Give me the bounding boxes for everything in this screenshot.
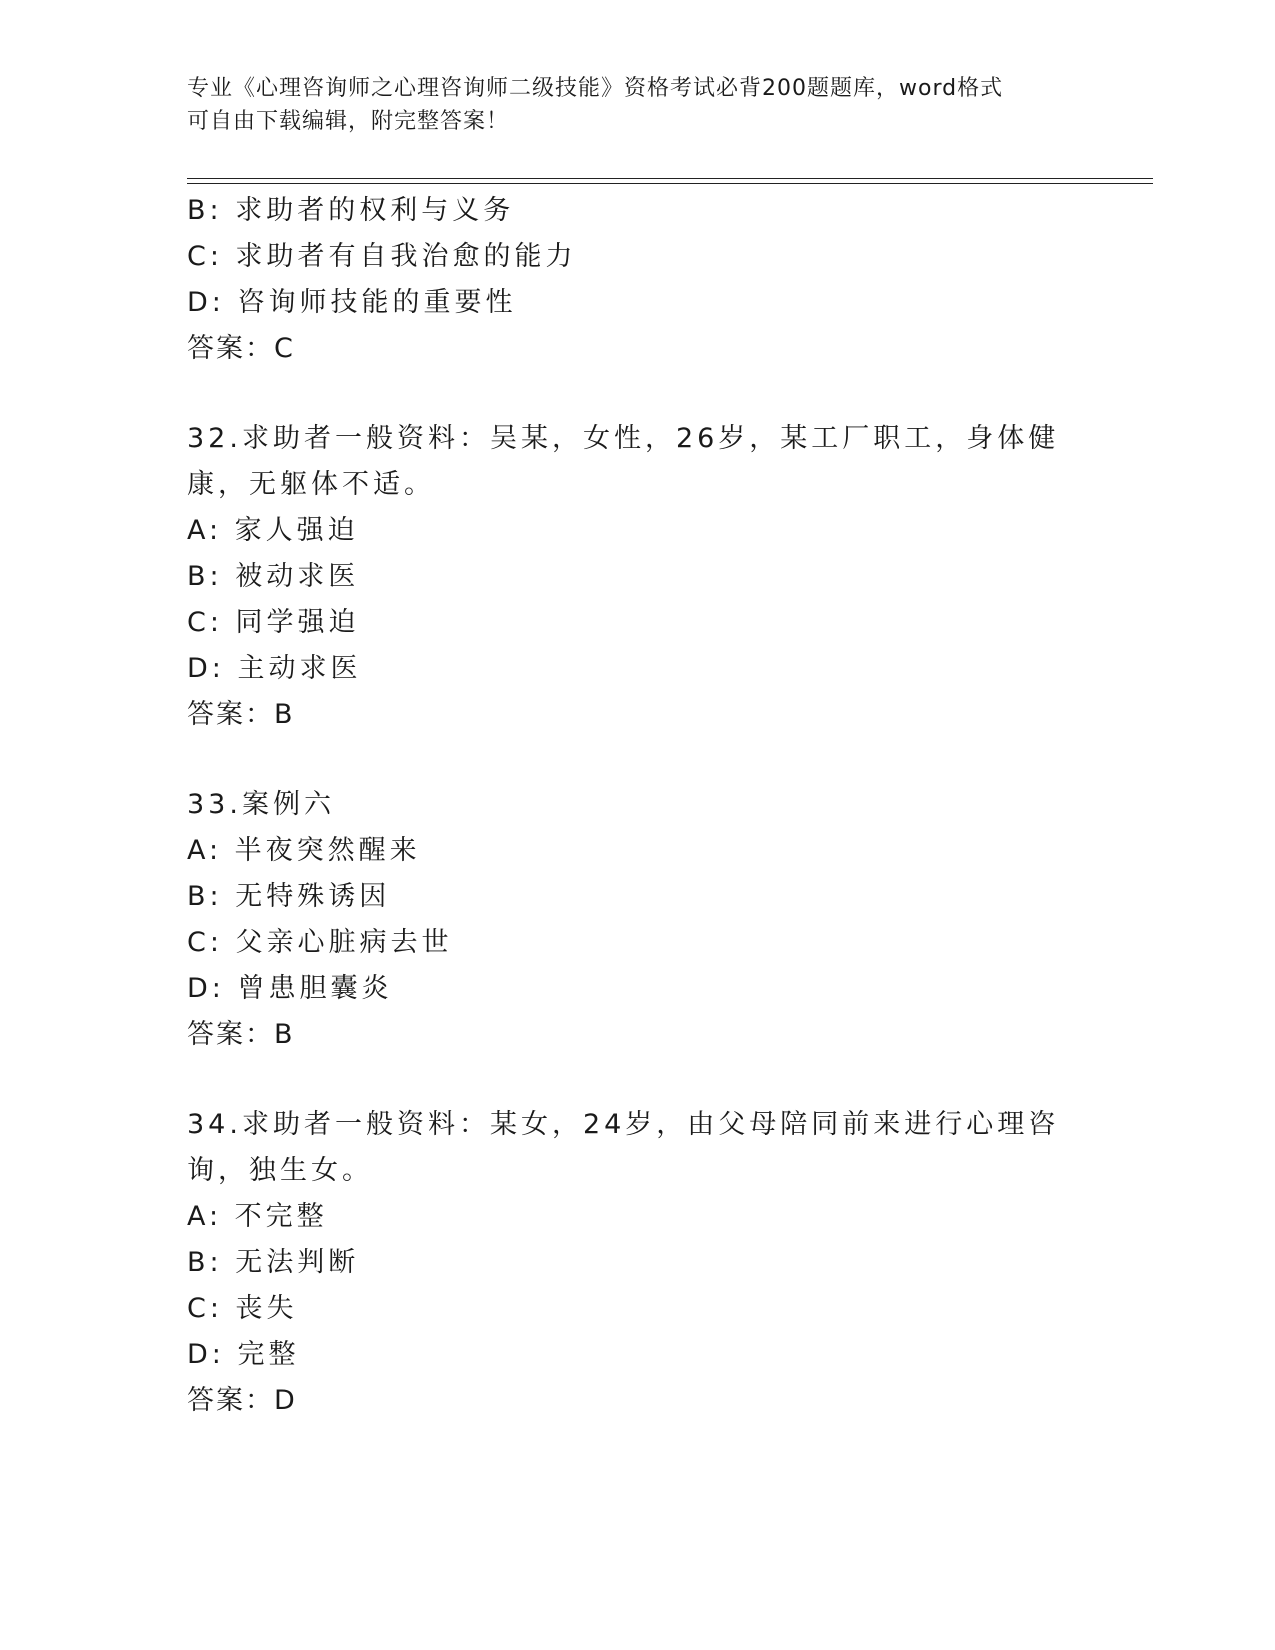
option-c: C: 父亲心脏病去世 (187, 927, 453, 958)
option-a: A: 不完整 (187, 1201, 328, 1232)
option-b: B: 无法判断 (187, 1247, 360, 1278)
option-a: A: 家人强迫 (187, 515, 359, 546)
document-header (187, 72, 1087, 138)
question-stem: 33.案例六 (187, 789, 335, 820)
option-c: C: 求助者有自我治愈的能力 (187, 241, 577, 272)
option-b: B: 被动求医 (187, 561, 360, 592)
option-c: C: 丧失 (187, 1293, 298, 1324)
header-divider-top (187, 178, 1153, 179)
option-d: D: 完整 (187, 1339, 300, 1370)
answer-line: 答案：B (187, 1019, 295, 1050)
option-a: A: 半夜突然醒来 (187, 835, 421, 866)
answer-line: 答案：D (187, 1385, 297, 1416)
header-line-2: 可自由下载编辑，附完整答案！ (187, 109, 510, 134)
header-line-1: 专业《心理咨询师之心理咨询师二级技能》资格考试必背200题题库，word格式 (187, 76, 1004, 101)
answer-line: 答案：B (187, 699, 295, 730)
option-d: D: 咨询师技能的重要性 (187, 287, 517, 318)
question-block (187, 188, 1087, 372)
question-stem: 32.求助者一般资料：吴某，女性，26岁，某工厂职工，身体健康，无躯体不适。 (187, 423, 1060, 500)
option-c: C: 同学强迫 (187, 607, 360, 638)
option-d: D: 主动求医 (187, 653, 362, 684)
header-divider-bottom (187, 183, 1153, 184)
answer-line: 答案：C (187, 333, 295, 364)
option-b: B: 无特殊诱因 (187, 881, 391, 912)
option-d: D: 曾患胆囊炎 (187, 973, 393, 1004)
question-block (187, 416, 1087, 738)
question-block (187, 1102, 1087, 1424)
option-b: B: 求助者的权利与义务 (187, 195, 515, 226)
question-list (187, 188, 1087, 1424)
question-block (187, 782, 1087, 1058)
question-stem: 34.求助者一般资料：某女，24岁，由父母陪同前来进行心理咨询，独生女。 (187, 1109, 1060, 1186)
